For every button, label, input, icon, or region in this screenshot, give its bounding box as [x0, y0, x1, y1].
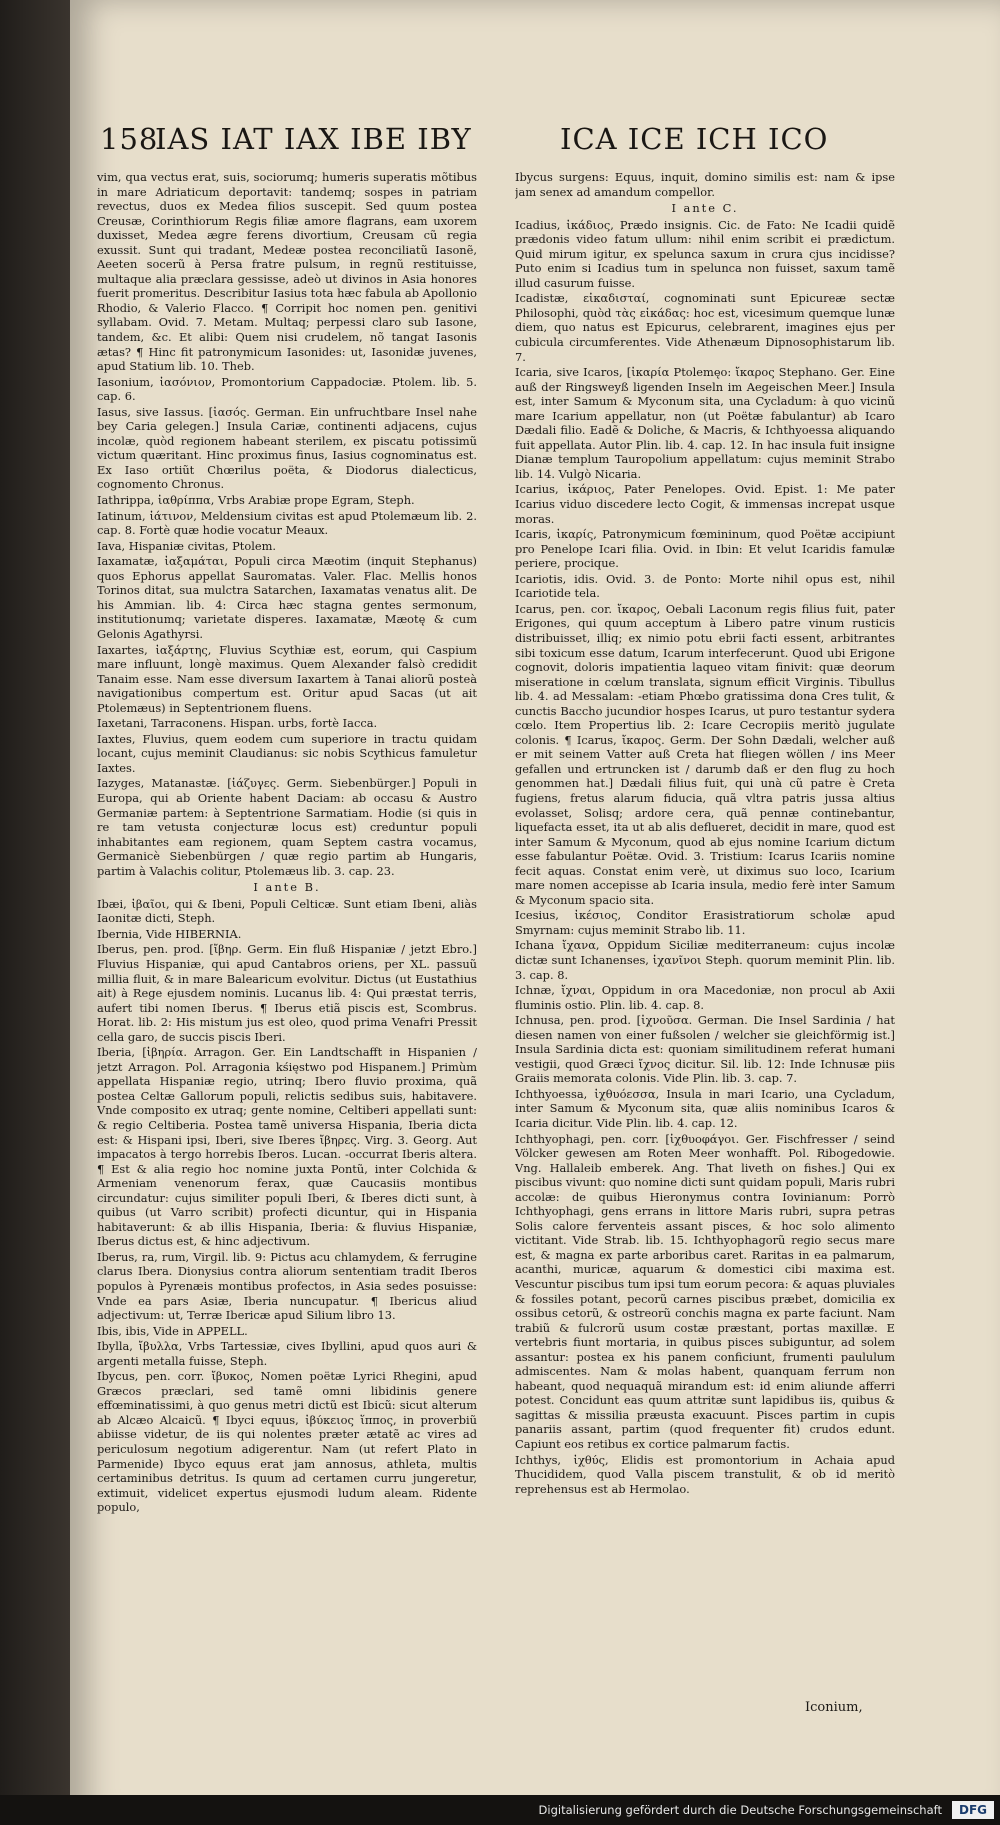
dictionary-entry: Ibernia, Vide HIBERNIA.	[97, 926, 242, 941]
right-text-column	[515, 170, 895, 1700]
footer-band	[0, 1795, 1000, 1825]
dictionary-entry: Ichnæ, ἴχναι, Oppidum in ora Macedoniæ, non procul ab Axii fluminis ostio. Plin. lib. 4. cap. 8.	[515, 983, 895, 1012]
book-gutter	[0, 0, 70, 1825]
dictionary-entry: Icaria, sive Icaros, [ἰκαρία Ptolemęo: ἴκαρος Stephano. Ger. Eine auß der Ringsweyß ligenden Inseln im Aegeischen Meer.] Insula est, inter Samum & Myconum sita, una Cycladum: à quo vicinũ mare Icarium appellatur, non (ut Poëtæ fabulantur) ab Icaro Dædali filio. Eadẽ & Doliche, & Macris, & Ichthyoessa aliquando fuit appellata. Autor Plin. lib. 4. cap. 12. In hac insula fuit insigne Dianæ templum Tauropolium appellatum: cujus meminit Strabo lib. 14. Vulgò Nicaria.	[515, 365, 895, 481]
dictionary-entry: Icariotis, idis. Ovid. 3. de Ponto: Morte nihil opus est, nihil Icariotide tela.	[515, 571, 895, 601]
page-number: 158	[100, 122, 159, 156]
dictionary-entry: Iaxetani, Tarraconens. Hispan. urbs, fortè Iacca.	[97, 716, 378, 731]
dictionary-entry: Iberus, ra, rum, Virgil. lib. 9: Pictus acu chlamydem, & ferrugine clarus Ibera. Dionysius contra aliorum sententiam tradit Iberos populos à Pyrenæis montibus profectos, in Asia sedes posuisse: Vnde ea pars Asiæ, Iberia nuncupatur. ¶ Ibericus aliud adjectivum: ut, Terræ Ibericæ apud Silium libro 13.	[97, 1249, 477, 1323]
dictionary-entry: Iberia, [ἰβηρία. Arragon. Ger. Ein Landtschafft in Hispanien / jetzt Arragon. Pol. Arragonia kśięstwo pod Hispanem.] Primùm appellata Hispaniæ regio, utrinq; Ibero fluvio proxima, quã postea Celtæ Gallorum populi, relictis sedibus suis, habitavere. Vnde composito ex utraq; gente nomine, Celtiberi appellati sunt: & regio Celtiberia. Postea tamẽ universa Hispania, Iberia dicta est: & Hispani ipsi, Iberi, sive Iberes ἴβηρες. Virg. 3. Georg. Aut impacatos à tergo horrebis Iberos. Lucan. -occurrat Iberis altera. ¶ Est & alia regio hoc nomine juxta Pontũ, inter Colchida & Armeniam venenorum ferax, quæ Caucasiis montibus circundatur: cujus similiter populi Iberi, & Iberes dicti sunt, à quibus (ut Varro scribit) profecti dicuntur, qui in Hispania habitaverunt: & ab illis Hispania, Iberia: & fluvius Hispaniæ, Iberus dictus est, & hinc adjectivum.	[97, 1045, 477, 1249]
dictionary-entry: Iava, Hispaniæ civitas, Ptolem.	[97, 538, 277, 553]
dictionary-entry: Icesius, ἰκέσιος, Conditor Erasistratiorum scholæ apud Smyrnam: cujus meminit Strabo lib. 11.	[515, 908, 895, 937]
dictionary-entry: Iatinum, ἰάτινον, Meldensium civitas est apud Ptolemæum lib. 2. cap. 8. Fortè quæ hodie vocatur Meaux.	[97, 508, 477, 538]
right-running-heading: ICA ICE ICH ICO	[560, 122, 829, 156]
dictionary-entry: Ichthyoessa, ἰχθυόεσσα, Insula in mari Icario, una Cycladum, inter Samum & Myconum sita, quæ aliis nominibus Icaros & Icaria dicitur. Vide Plin. lib. 4. cap. 12.	[515, 1086, 895, 1130]
dictionary-entry: vim, qua vectus erat, suis, sociorumq; humeris superatis mõtibus in mare Adriaticum deportavit: tandemq; sospes in patriam revectus, duos ex Medea filios suscepit. Sed quum postea Creusæ, Corinthiorum Regis filiæ amore flagrans, eam uxorem duxisset, Medea ægre ferens divortium, Creusam cũ regia exussit. Sunt qui tradant, Medeæ postea reconciliatũ Iasonẽ, Aeeten socerũ à Persa fratre pulsum, in regnũ restituisse, multaque alia præclara gessisse, adeò ut divinos in Asia honores fuerit promeritus. Describitur Iasius tota hæc fabula ab Apollonio Rhodio, & Valerio Flacco. ¶ Corripit hoc nomen pen. genitivi syllabam. Ovid. 7. Metam. Multaq; perpessi claro sub Iasone, tandem, &c. Et alibi: Quem nisi crudelem, nõ tangat Iasonis ætas? ¶ Hinc fit patronymicum Iasonides: ut, Iasonidæ juvenes, apud Statium lib. 10. Theb.	[97, 170, 477, 374]
dictionary-entry: Ichthyophagi, pen. corr. [ἰχθυοφάγοι. Ger. Fischfresser / seind Völcker gewesen am Roten Meer wonhafft. Pol. Ribogedowie. Vng. Hallaleib emberek. Ang. That liveth on fishes.] Qui ex piscibus vivunt: quo nomine dicti sunt quidam populi, Maris rubri accolæ: de quibus Hieronymus contra Iovinianum: Porrò Ichthyophagi, gens errans in littore Maris rubri, supra petras Solis calore ferventeis assant pisces, & hoc solo alimento victitant. Vide Strab. lib. 15. Ichthyophagorũ regio secus mare est, & magna ex parte arboribus caret. Raritas in ea palmarum, acanthi, muricæ, aquarum & domestici cibi maxima est. Vescuntur piscibus tum ipsi tum eorum pecora: & aquas pluviales & fossiles potant, pecorũ carnes piscibus præbet, domicilia ex ossibus cetorũ, & ostreorũ conchis magna ex parte faciunt. Nam trabiũ & fulcrorũ usum costæ præstant, portas maxillæ. E vertebris fiunt mortaria, in quibus pisces subiguntur, ad solem assantur: postea ex his panem conficiunt, frumenti paululum admiscentes. Nam & molas habent, quanquam ferrum non habeant, quod nequaquã mirandum est: id enim aliunde afferri potest. Concidunt eas quum attritæ sunt lapidibus iis, quibus & sagittas & missilia præusta exacuunt. Pisces partim in cupis panariis assant, partim (quod frequenter fit) crudos edunt. Capiunt eos retibus ex cortice palmarum factis.	[515, 1131, 895, 1452]
left-running-heading: IAS IAT IAX IBE IBY	[155, 122, 472, 156]
dictionary-entry: Iaxamatæ, ἰαξαμάται, Populi circa Mæotim (inquit Stephanus) quos Ephorus appellat Sauromatas. Valer. Flac. Mellis honos Torinos ditat, sua mulctra Satarchen, Iaxamatas venatus alit. De his Ammian. lib. 4: Circa hæc stagna gentes sermonum, institutionumq; varietate disperes. Iaxamatæ, Mæotę & cum Gelonis Agathyrsi.	[97, 554, 477, 641]
section-label: I ante C.	[671, 201, 739, 216]
dictionary-entry: Iazyges, Matanastæ. [ἰάζυγες. Germ. Siebenbürger.] Populi in Europa, qui ab Oriente habent Daciam: ab occasu & Austro Germaniæ partem: à Septentrione Sarmatiam. Hodie (si quis in re tam vetusta conjecturæ locus est) creduntur populi inhabitantes eam regionem, quam Septem castra vocamus, Germanicè Siebenbürgen / quæ regio partim ab Hungaris, partim à Valachis colitur, Ptolemæus lib. 3. cap. 23.	[97, 776, 477, 878]
dictionary-entry: Iasonium, ἰασόνιον, Promontorium Cappadociæ. Ptolem. lib. 5. cap. 6.	[97, 374, 477, 404]
dictionary-entry: Icaris, ἰκαρίς, Patronymicum fœmininum, quod Poëtæ accipiunt pro Penelope Icari filia. Ovid. in Ibin: Et velut Icaridis famulæ periere, procique.	[515, 527, 895, 571]
dictionary-entry: Icarius, ἰκάριος, Pater Penelopes. Ovid. Epist. 1: Me pater Icarius viduo discedere lecto Cogit, & immensas increpat usque moras.	[515, 482, 895, 526]
dictionary-entry: Icadistæ, εἰκαδισταί, cognominati sunt Epicureæ sectæ Philosophi, quòd τὰς εἰκάδας: hoc est, vicesimum quemque lunæ diem, quo natus est Epicurus, celebrarent, imagines ejus per cubicula circumferentes. Vide Athenæum Dipnosophistarum lib. 7.	[515, 291, 895, 364]
dfg-credit-text: Digitalisierung gefördert durch die Deutsche Forschungsgemeinschaft	[538, 1803, 942, 1817]
section-label: I ante B.	[253, 880, 321, 895]
dictionary-entry: Ibis, ibis, Vide in APPELL.	[97, 1323, 248, 1338]
dictionary-entry: Iberus, pen. prod. [ἴβηρ. Germ. Ein fluß Hispaniæ / jetzt Ebro.] Fluvius Hispaniæ, qui apud Cantabros oriens, per XL. passuũ millia fluit, & in mare Balearicum evolvitur. Dictus (ut Eustathius ait) à Rege ejusdem nominis. Lucanus lib. 4: Qui præstat terris, aufert tibi nomen Iberus. ¶ Iberus etiã piscis est, Scombrus. Horat. lib. 2: His mistum jus est oleo, quod prima Venafri Pressit cella garo, de succis piscis Iberi.	[97, 942, 477, 1044]
dictionary-entry: Ichnusa, pen. prod. [ἰχνοῦσα. German. Die Insel Sardinia / hat diesen namen von einer fußsolen / welcher sie gleichförmig ist.] Insula Sardinia dicta est: quoniam similitudinem referat humani vestigii, quod Græci ἴχνος dicitur. Sil. lib. 12: Inde Ichnusæ piis Graiis memorata colonis. Vide Plin. lib. 3. cap. 7.	[515, 1013, 895, 1086]
dictionary-entry: Iaxtes, Fluvius, quem eodem cum superiore in tractu quidam locant, cujus meminit Claudianus: sic nobis Scythicus famuletur Iaxtes.	[97, 731, 477, 775]
dictionary-entry: Ibycus, pen. corr. ἴβυκος, Nomen poëtæ Lyrici Rhegini, apud Græcos præclari, sed tamẽ omni libidinis genere effœminatissimi, à quo genus metri dictũ est Ibicũ: sicut alterum ab Alcæo Alcaicũ. ¶ Ibyci equus, ἰβύκειος ἵππος, in proverbiũ abiisse videtur, de iis qui nolentes præter ætatẽ ac vires ad periculosum negotium adigerentur. Nam (ut refert Plato in Parmenide) Ibyco equus erat jam annosus, athleta, multis certaminibus detritus. Is quum ad certamen curru jungeretur, extimuit, videlicet expertus ejusmodi ludum aleam. Ridente populo,	[97, 1369, 477, 1515]
dictionary-entry: Ichthys, ἰχθύς, Elidis est promontorium in Achaia apud Thucididem, quod Valla piscem transtulit, & ob id meritò reprehensus est ab Hermolao.	[515, 1452, 895, 1496]
dictionary-entry: Ichana ἴχανα, Oppidum Siciliæ mediterraneum: cujus incolæ dictæ sunt Ichanenses, ἰχανῖνοι Steph. quorum meminit Plin. lib. 3. cap. 8.	[515, 938, 895, 982]
dictionary-entry: Iathrippa, ἰαθρίππα, Vrbs Arabiæ prope Egram, Steph.	[97, 493, 415, 508]
dictionary-entry: Ibycus surgens: Equus, inquit, domino similis est: nam & ipse jam senex ad amandum compellor.	[515, 170, 895, 199]
dictionary-entry: Icarus, pen. cor. ἴκαρος, Oebali Laconum regis filius fuit, pater Erigones, qui quum acceptum à Libero patre vinum rusticis distribuisset, illiq; ex nimio potu ebrii facti essent, arbitrantes sibi toxicum esse datum, Icarum interfecerunt. Quod ubi Erigone cognovit, doloris impatientia laqueo vitam finivit: quæ deorum miseratione in cœlum translata, signum efficit Virginis. Tibullus lib. 4. ad Messalam: -etiam Phœbo gratissima dona Cres tulit, & cunctis Baccho jucundior hospes Icarus, ut puro testantur sydera cœlo. Item Propertius lib. 2: Icare Cecropiis meritò jugulate colonis. ¶ Icarus, ἴκαρος. Germ. Der Sohn Dædali, welcher auß er mit seinem Vatter auß Creta hat fliegen wöllen / ins Meer gefallen und ertruncken ist / darumb daß er den flug zu hoch genommen hat.] Dædali filius fuit, qui unà cũ patre è Creta fugiens, fretus alarum fiducia, quã vltra patris jussa altius evolasset, Solisq; ardore cera, quã pennæ continebantur, liquefacta esset, ita ut ab alis deflueret, decidit in mare, quod est inter Samum & Myconum, quod ab ejus nomine Icarium dictum esse fabulantur Poëtæ. Ovid. 3. Tristium: Icarus Icariis nomine fecit aquas. Constat enim verè, ut diximus suo loco, Icarium mare nomen accepisse ab Icaria insula, medio ferè inter Samum & Myconum spacio sita.	[515, 601, 895, 907]
dictionary-entry: Iaxartes, ἰαξάρτης, Fluvius Scythiæ est, eorum, qui Caspium mare influunt, longè maximus. Quem Alexander falsò credidit Tanaim esse. Nam esse diversum Iaxartem à Tanai aliorũ posteà navigationibus compertum est. Oritur apud Sacas (ut ait Ptolemæus) in Septentrionem fluens.	[97, 642, 477, 715]
dictionary-entry: Ibæi, ἰβαῖοι, qui & Ibeni, Populi Celticæ. Sunt etiam Ibeni, aliàs Iaonitæ dicti, Steph.	[97, 896, 477, 926]
dictionary-entry: Iasus, sive Iassus. [ἰασός. German. Ein unfruchtbare Insel nahe bey Caria gelegen.] Insula Cariæ, continenti adjacens, cujus incolæ, quòd regionem habeant sterilem, ex piscatu potissimũ victum quæritant. Hinc proximus finus, Iasius cognominatus est. Ex Iaso ortiũt Chœrilus poëta, & Diodorus dialecticus, cognomento Chronus.	[97, 404, 477, 492]
catchword: Iconium,	[805, 1700, 863, 1715]
running-head	[100, 122, 900, 162]
dfg-logo: DFG	[952, 1801, 994, 1819]
dictionary-entry: Ibylla, ἴβυλλα, Vrbs Tartessiæ, cives Ibyllini, apud quos auri & argenti metalla fuisse, Steph.	[97, 1339, 477, 1368]
left-text-column	[97, 170, 477, 1700]
dictionary-entry: Icadius, ἰκάδιος, Prædo insignis. Cic. de Fato: Ne Icadii quidẽ prædonis video fatum ullum: nihil enim scribit ei prædictum. Quid mirum igitur, ex spelunca saxum in crura cjus incidisse? Puto enim si Icadius tum in spelunca non fuisset, saxum tamẽ illud casurum fuisse.	[515, 217, 895, 290]
